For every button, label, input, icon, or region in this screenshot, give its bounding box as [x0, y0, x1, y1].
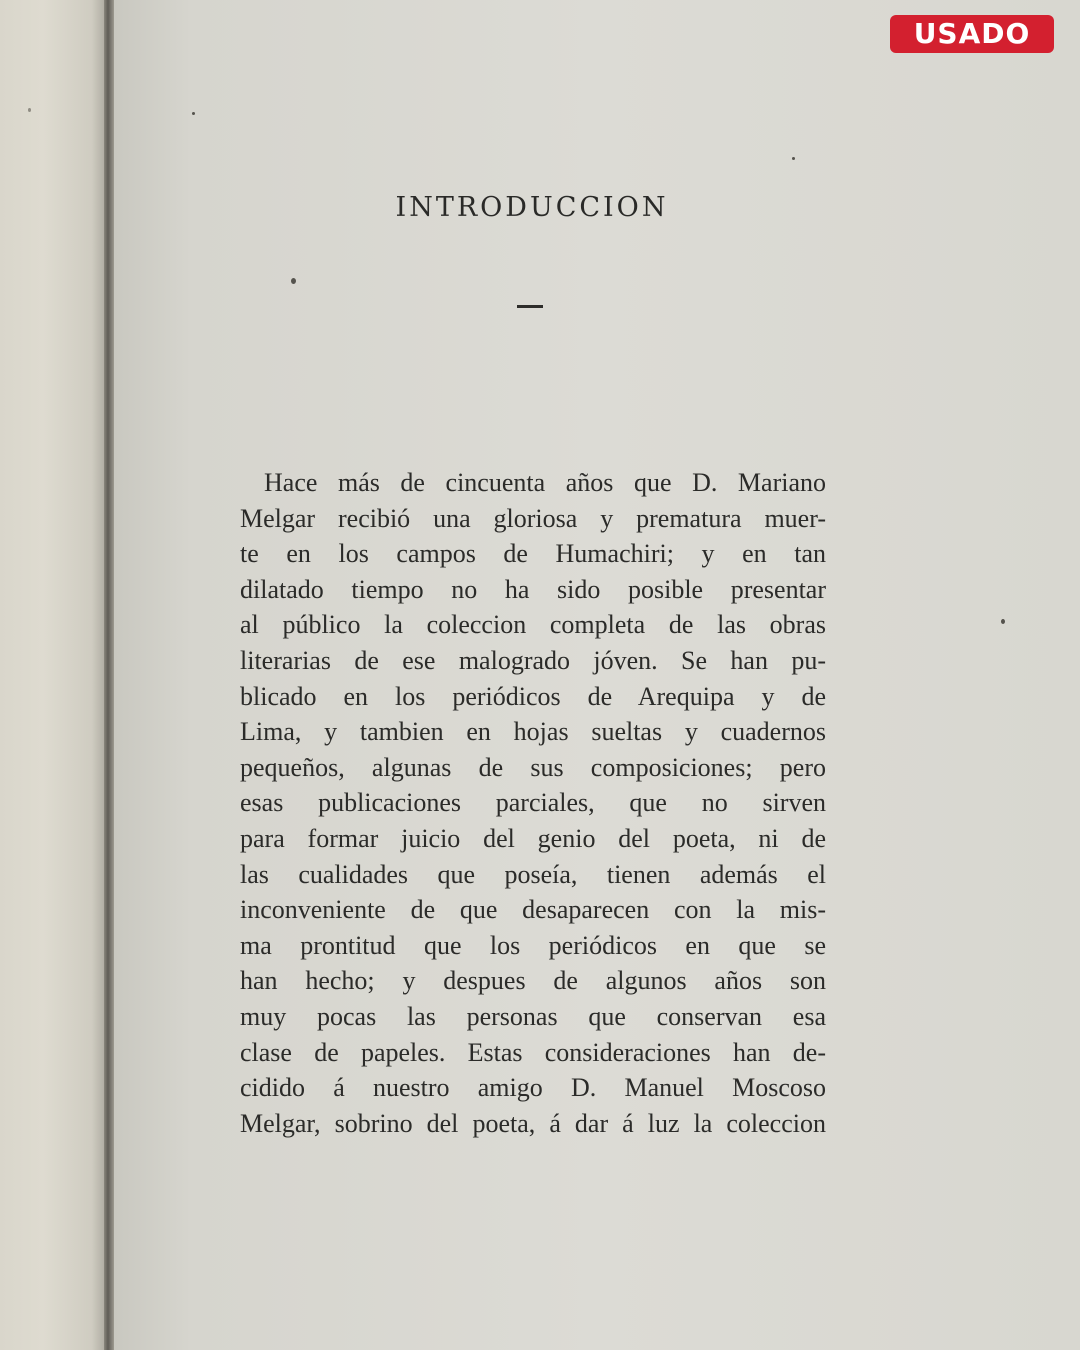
- paper-speck: [192, 112, 195, 115]
- text-line: te en los campos de Humachiri; y en tan: [240, 539, 826, 569]
- text-line: literarias de ese malogrado jóven. Se han pu-: [240, 645, 826, 675]
- text-line: inconveniente de que desaparecen con la mis-: [240, 895, 826, 925]
- text-line: han hecho; y despues de algunos años son: [240, 966, 826, 996]
- left-page-edge: [0, 0, 108, 1350]
- text-line: las cualidades que poseía, tienen además el: [240, 859, 826, 889]
- text-line: ma prontitud que los periódicos en que se: [240, 930, 826, 960]
- text-line: blicado en los periódicos de Arequipa y de: [240, 681, 826, 711]
- text-line: pequeños, algunas de sus composiciones; pero: [240, 752, 826, 782]
- text-line: para formar juicio del genio del poeta, ni de: [240, 823, 826, 853]
- title-separator: [517, 305, 543, 308]
- paper-speck: [792, 157, 795, 160]
- paper-speck: [28, 108, 31, 112]
- text-line: cidido á nuestro amigo D. Manuel Moscoso: [240, 1073, 826, 1103]
- used-badge: USADO: [890, 15, 1054, 53]
- text-line: esas publicaciones parciales, que no sirven: [240, 788, 826, 818]
- text-line: Melgar recibió una gloriosa y prematura muer-: [240, 503, 826, 533]
- text-line: dilatado tiempo no ha sido posible presentar: [240, 574, 826, 604]
- page-title: INTRODUCCION: [395, 192, 669, 223]
- text-line: Melgar, sobrino del poeta, á dar á luz la coleccion: [240, 1108, 826, 1138]
- text-line: clase de papeles. Estas consideraciones han de-: [240, 1037, 826, 1067]
- paper-speck: [291, 278, 296, 284]
- text-line: al público la coleccion completa de las obras: [240, 610, 826, 640]
- body-paragraph: [240, 465, 826, 1141]
- text-line: Hace más de cincuenta años que D. Mariano: [264, 468, 826, 497]
- text-line: Lima, y tambien en hojas sueltas y cuadernos: [240, 717, 826, 747]
- book-gutter: [104, 0, 114, 1350]
- text-line: muy pocas las personas que conservan esa: [240, 1001, 826, 1031]
- paper-speck: [1001, 619, 1005, 624]
